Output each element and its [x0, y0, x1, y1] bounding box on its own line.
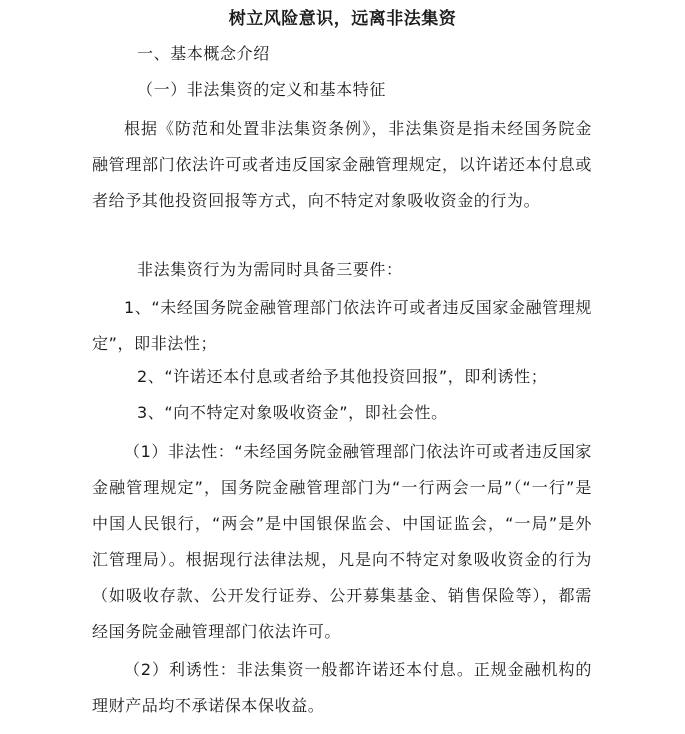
element-1-paragraph: 1、“未经国务院金融管理部门依法许可或者违反国家金融管理规定”，即非法性； [92, 298, 592, 353]
definition-paragraph: 根据《防范和处置非法集资条例》，非法集资是指未经国务院金融管理部门依法许可或者违反国家金融管理规定，以许诺还本付息或者给予其他投资回报等方式，向不特定对象吸收资金的行为。 [92, 119, 592, 210]
inducement-paragraph: （2）利诱性：非法集资一般都许诺还本付息。正规金融机构的理财产品均不承诺保本保收益。 [92, 660, 592, 715]
illegality-paragraph: （1）非法性：“未经国务院金融管理部门依法许可或者违反国家金融管理规定”，国务院金融管理部门为“一行两会一局”（“一行”是中国人民银行，“两会”是中国银保监会、中国证监会，“一局”是外汇管理局）。根据现行法律法规，凡是向不特定对象吸收资金的行为（如吸收存款、公开发行证券、公开募集基金、销售保险等），都需经国务院金融管理部门依法许可。 [92, 442, 592, 641]
element-3-line: 3、“向不特定对象吸收资金”，即社会性。 [137, 403, 448, 422]
element-2-line: 2、“许诺还本付息或者给予其他投资回报”，即利诱性； [137, 367, 548, 386]
three-elements-intro: 非法集资行为为需同时具备三要件： [137, 260, 403, 279]
subsection-heading: （一）非法集资的定义和基本特征 [137, 80, 387, 99]
document-title: 树立风险意识，远离非法集资 [228, 9, 457, 29]
section-heading: 一、基本概念介绍 [137, 44, 270, 63]
